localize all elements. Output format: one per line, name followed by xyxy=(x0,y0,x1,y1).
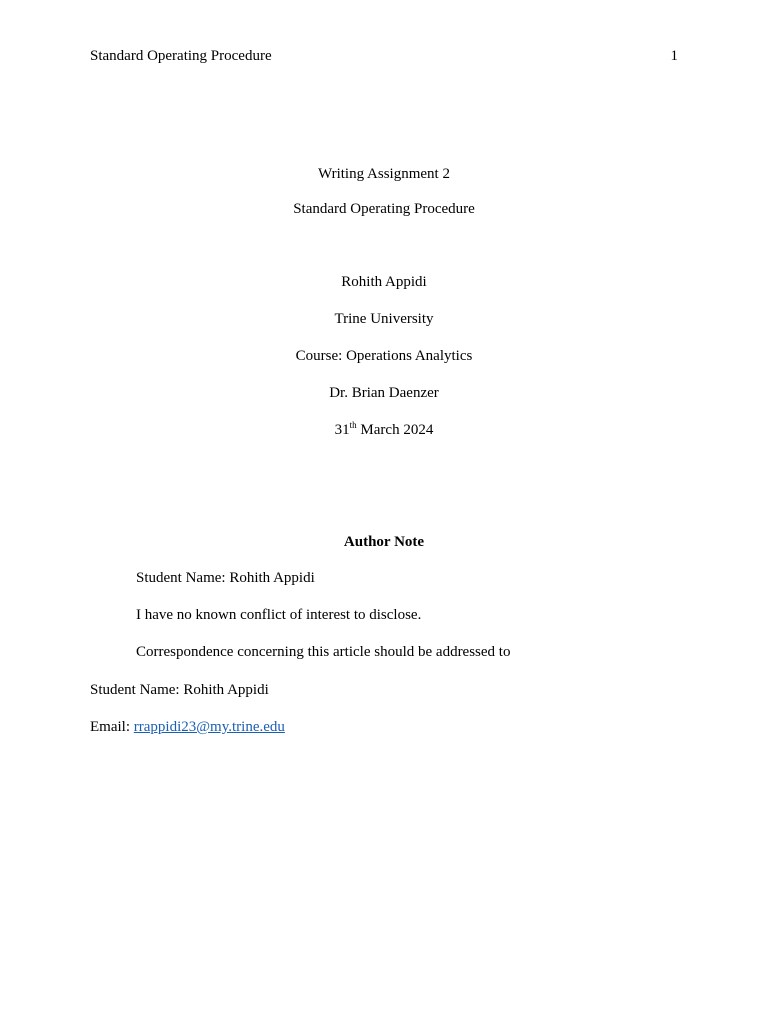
date-day: 31 xyxy=(334,422,350,438)
conflict-statement: I have no known conflict of interest to disclose. xyxy=(136,607,422,623)
student-name-line-2: Student Name: Rohith Appidi xyxy=(90,682,269,698)
course: Course: Operations Analytics xyxy=(295,348,473,364)
paper-title: Standard Operating Procedure xyxy=(293,201,475,217)
author-note-heading: Author Note xyxy=(343,534,425,550)
email-line xyxy=(90,718,285,736)
assignment-title: Writing Assignment 2 xyxy=(318,166,450,182)
author-name: Rohith Appidi xyxy=(341,274,427,290)
correspondence-statement: Correspondence concerning this article should be addressed to xyxy=(136,644,511,660)
date-suffix: th xyxy=(349,420,357,430)
email-label: Email: xyxy=(90,719,134,735)
institution: Trine University xyxy=(334,311,434,327)
email-link[interactable]: rrappidi23@my.trine.edu xyxy=(133,719,285,735)
running-head: Standard Operating Procedure xyxy=(90,48,272,64)
submission-date xyxy=(0,421,768,439)
instructor: Dr. Brian Daenzer xyxy=(329,385,439,401)
date-rest: March 2024 xyxy=(356,422,434,438)
page-number: 1 xyxy=(670,48,678,64)
student-name-line: Student Name: Rohith Appidi xyxy=(136,570,315,586)
